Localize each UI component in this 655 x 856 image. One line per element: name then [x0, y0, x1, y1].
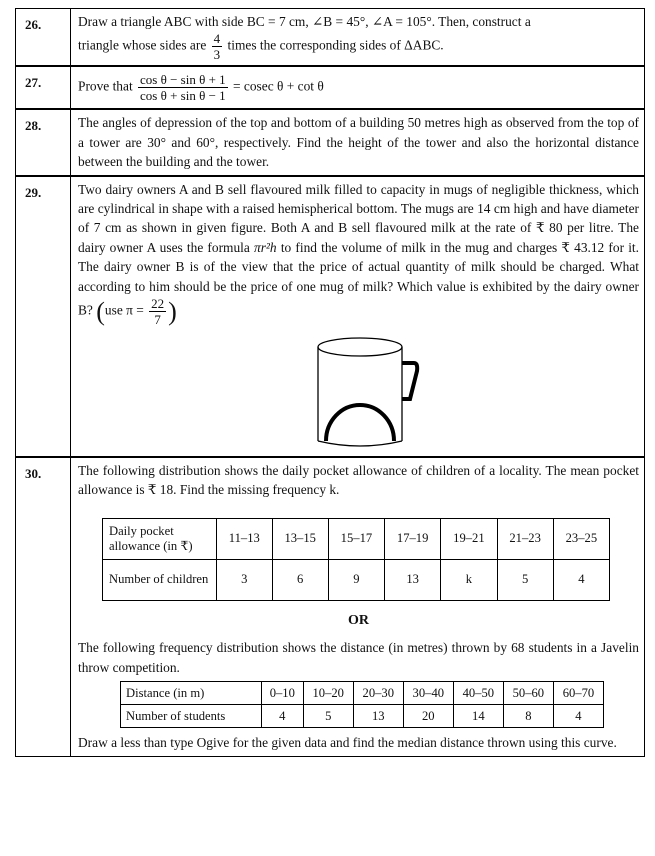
question-number: 29.: [16, 177, 71, 456]
fraction: $\frac{4}{3}$: [213, 31, 221, 63]
question-28: [16, 108, 644, 174]
question-26: [16, 9, 644, 65]
question-text: Two dairy owners A and B sell flavoured milk filled to capacity in mugs of negligible thickness, which are cylindrical in shape with a raised hemispherical bottom. The mugs are 14 cm high and have diameter of 7 cm as shown in given figure. Both A and B sell flavoured milk at the rate of ₹ 80 per litre. The dairy owner A uses the formula: [78, 181, 639, 255]
question-27: [16, 65, 644, 108]
question-number: 27.: [16, 67, 71, 108]
distance-table: [120, 681, 604, 728]
value-cell: 5: [497, 559, 553, 600]
question-29: 29. Two dairy owners A and B sell flavoured milk filled to capacity in mugs of negligible thickness, which are cylindrical in shape with a raised hemispherical bottom. The mugs are 14 cm high and have diameter of 7 cm as shown in given figure. Both A and B sell flavoured milk at the rate of ₹ 80 per litre. The dairy owner A uses the formula πr²h to find the volume of milk in the mug and charges ₹ 43.12 for it. The dairy owner B is of the view that the price of actual quantity of milk should be charged. What according to him should be the price of one mug of milk? Which value is exhibited by the dairy owner B? (use π = $\frac{22}{7}$ ): [16, 175, 644, 456]
value-cell: 20: [403, 705, 453, 728]
question-text: The angles of depression of the top and bottom of a building 50 metres high as observed from the top of a tower are 30° and 60°, respectively. Find the height of the tower and also the horizontal distance between the building and the tower.: [78, 115, 639, 170]
class-cell: 0–10: [261, 682, 303, 705]
question-text: The following frequency distribution shows the distance (in metres) thrown by 68 students in a Javelin throw competition.: [78, 640, 639, 675]
mug-base: [318, 441, 402, 446]
class-cell: 11–13: [217, 518, 273, 559]
value-cell: 6: [272, 559, 328, 600]
mug-handle: [402, 363, 417, 399]
question-number: 30.: [16, 458, 71, 755]
value-cell: k: [441, 559, 497, 600]
value-cell: 14: [453, 705, 503, 728]
value-cell: 5: [303, 705, 353, 728]
question-text: Draw a less than type Ogive for the given data and find the median distance thrown using this curve.: [78, 735, 617, 751]
question-30: [16, 456, 644, 755]
question-text: to find the volume of milk in the mug and charges ₹ 43.12 for it. The dairy owner B is of the view that the price of actual quantity of milk should be charged. What according to him should be the price of one mug of milk? Which value is exhibited by the dairy owner B?: [78, 239, 639, 318]
value-cell: 9: [328, 559, 384, 600]
mug-figure: [316, 333, 426, 453]
question-text: Prove that: [78, 78, 133, 94]
value-cell: 4: [553, 705, 603, 728]
trig-fraction: $\frac{\text{cos θ − sin θ + 1}}{\text{cos θ + sin θ − 1}}$: [140, 72, 226, 104]
value-cell: 13: [353, 705, 403, 728]
class-cell: 17–19: [385, 518, 441, 559]
class-cell: 15–17: [328, 518, 384, 559]
question-text: triangle whose sides are: [78, 37, 207, 53]
value-cell: 4: [553, 559, 609, 600]
pi-hint: use π =: [104, 302, 144, 318]
class-cell: 19–21: [441, 518, 497, 559]
class-cell: 30–40: [403, 682, 453, 705]
value-cell: 4: [261, 705, 303, 728]
value-cell: 8: [503, 705, 553, 728]
table-header: Number of children: [103, 559, 217, 600]
class-cell: 40–50: [453, 682, 503, 705]
hemisphere-bottom: [326, 405, 394, 441]
table-header: Daily pocket allowance (in ₹): [103, 518, 217, 559]
question-sheet: [15, 8, 645, 757]
class-cell: 20–30: [353, 682, 403, 705]
value-cell: 13: [385, 559, 441, 600]
question-text: Draw a triangle ABC with side BC = 7 cm, ∠B = 45°, ∠A = 105°. Then, construct a: [78, 14, 531, 29]
question-number: 26.: [16, 9, 71, 65]
pi-fraction: $\frac{22}{7}$: [151, 296, 165, 328]
formula: πr²h: [254, 239, 277, 255]
question-text: times the corresponding sides of ΔABC.: [227, 37, 444, 53]
class-cell: 13–15: [272, 518, 328, 559]
class-cell: 60–70: [553, 682, 603, 705]
or-separator: OR: [348, 612, 369, 628]
question-text: The following distribution shows the daily pocket allowance of children of a locality. The mean pocket allowance is ₹ 18. Find the missing frequency k.: [78, 463, 639, 498]
class-cell: 10–20: [303, 682, 353, 705]
table-header: Number of students: [121, 705, 262, 728]
class-cell: 50–60: [503, 682, 553, 705]
class-cell: 23–25: [553, 518, 609, 559]
question-number: 28.: [16, 110, 71, 174]
table-header: Distance (in m): [121, 682, 262, 705]
value-cell: 3: [217, 559, 273, 600]
mug-rim: [318, 338, 402, 356]
allowance-table: [102, 518, 610, 601]
question-text: = cosec θ + cot θ: [233, 78, 324, 94]
class-cell: 21–23: [497, 518, 553, 559]
